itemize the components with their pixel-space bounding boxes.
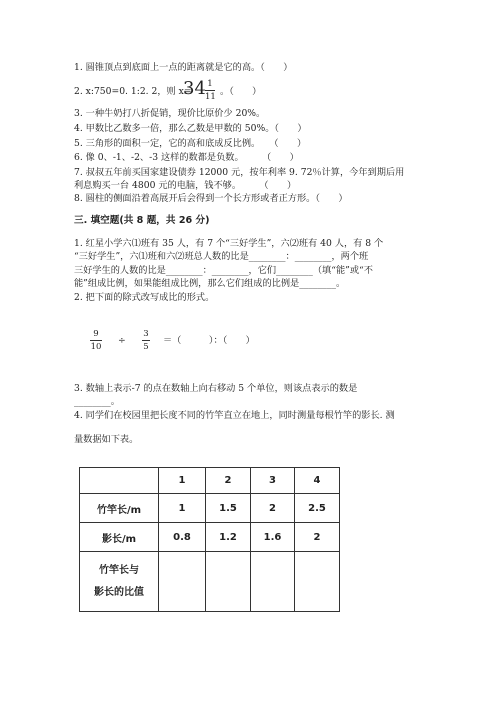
table-cell-empty[interactable]	[251, 552, 295, 612]
fill-q2: 2. 把下面的除式改写成比的形式。	[74, 292, 215, 303]
judge-q2-den: 11	[205, 92, 216, 102]
judge-q8: 8. 圆柱的侧面沿着高展开后会得到一个长方形或者正方形。（ ）	[74, 193, 348, 204]
fill-q1d: 能”组成比例，如果能组成比例，那么它们组成的比例是________。	[74, 278, 346, 289]
judge-q2	[74, 85, 192, 98]
fill-q3a: 3. 数轴上表示-7 的点在数轴上向右移动 5 个单位，则该点表示的数是	[74, 383, 358, 394]
judge-q2-whole: 34	[183, 78, 206, 99]
section-title: 三. 填空题(共 8 题，共 26 分)	[74, 215, 210, 226]
fraction-nine-tenths	[90, 329, 102, 352]
table-cell-empty[interactable]	[295, 552, 340, 612]
fill-q1a: 1. 红星小学六⑴班有 35 人，有 7 个“三好学生”，六⑵班有 40 人，有 8 个	[74, 238, 384, 249]
table-cell: 1.6	[251, 523, 295, 552]
judge-q7a: 7. 叔叔五年前买国家建设债券 12000 元，按年利率 9. 72％计算，今年到期后用	[74, 167, 405, 178]
table-header-row	[80, 468, 340, 494]
row-label-shadow-length: 影长/m	[80, 523, 159, 552]
fill-q1c: 三好学生的人数的比是________：________，它们________（填“能”或“不	[74, 265, 373, 276]
table-cell-empty[interactable]	[206, 552, 251, 612]
table-header-cell: 2	[206, 468, 251, 494]
judge-q4: 4. 甲数比乙数多一倍，那么乙数是甲数的 50%。（ ）	[74, 123, 307, 134]
bamboo-shadow-table	[79, 467, 340, 612]
table-cell: 2	[295, 523, 340, 552]
table-header-cell: 1	[159, 468, 206, 494]
fill-q3b: ________。	[74, 396, 120, 407]
frac2-num: 3	[143, 329, 149, 339]
fill-q2-answer: ＝（ ）：（ ）	[163, 335, 255, 346]
fill-q4b: 量数据如下表。	[74, 434, 139, 445]
divide-sign: ÷	[118, 335, 126, 346]
table-row	[80, 523, 340, 552]
judge-q2-num: 1	[207, 79, 213, 89]
table-header-cell: 4	[295, 468, 340, 494]
table-cell: 2.5	[295, 494, 340, 523]
fill-q4a: 4. 同学们在校园里把长度不同的竹竿直立在地上，同时测量每根竹竿的影长. 测	[74, 410, 395, 421]
judge-q7b: 利息购买一台 4800 元的电脑，钱不够。 （ ）	[74, 180, 297, 191]
judge-q3: 3. 一种牛奶打八折促销，现价比原价少 20%。	[74, 108, 266, 119]
table-cell: 1	[159, 494, 206, 523]
table-cell: 2	[251, 494, 295, 523]
table-cell: 1.2	[206, 523, 251, 552]
fill-q1b: “三好学生”，六⑴班和六⑵班总人数的比是________：________，两个班	[74, 251, 369, 262]
judge-q2-prefix: 2. x:750=0. 1:2. 2，则 x=	[74, 86, 192, 97]
judge-q6: 6. 像 0、-1、-2、-3 这样的数都是负数。 （ ）	[74, 152, 299, 163]
fraction-bar	[205, 90, 215, 91]
table-cell: 1.5	[206, 494, 251, 523]
judge-q2-suffix: 。（ ）	[220, 86, 262, 97]
judge-q2-fraction	[205, 79, 215, 102]
frac2-den: 5	[143, 342, 149, 352]
ratio-label-line2: 影长的比值	[94, 586, 144, 598]
frac1-den: 10	[90, 342, 102, 352]
row-label-ratio	[80, 552, 159, 612]
fraction-three-fifths	[142, 329, 150, 352]
table-cell-empty[interactable]	[159, 552, 206, 612]
judge-q1: 1. 圆锥顶点到底面上一点的距离就是它的高。（ ）	[74, 62, 293, 73]
table-row-ratio	[80, 552, 340, 612]
row-label-bamboo-length: 竹竿长/m	[80, 494, 159, 523]
table-row	[80, 494, 340, 523]
table-corner-cell	[80, 468, 159, 494]
frac1-num: 9	[93, 329, 99, 339]
fraction-bar	[90, 340, 102, 341]
table-header-cell: 3	[251, 468, 295, 494]
fraction-bar	[142, 340, 150, 341]
ratio-label-line1: 竹竿长与	[99, 564, 139, 576]
table-cell: 0.8	[159, 523, 206, 552]
judge-q5: 5. 三角形的面积一定，它的高和底成反比例。 （ ）	[74, 138, 307, 149]
